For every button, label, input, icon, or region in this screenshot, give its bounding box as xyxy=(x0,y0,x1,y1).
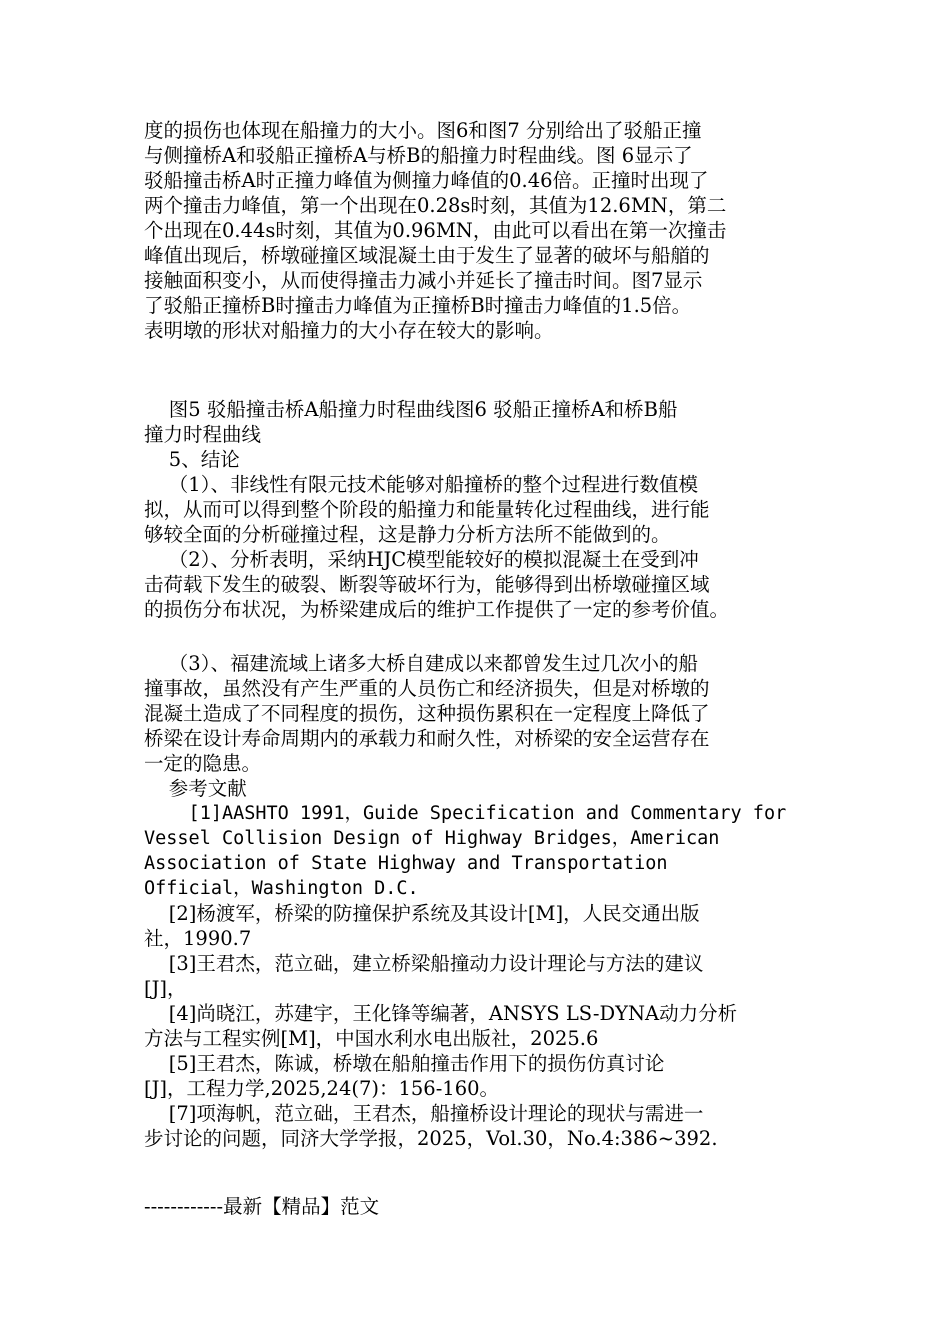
figure-caption: 图5 驳船撞击桥A船撞力时程曲线图6 驳船正撞桥A和桥B船 xyxy=(144,398,678,421)
reference-item: [3]王君杰，范立础，建立桥梁船撞动力设计理论与方法的建议 xyxy=(144,952,704,975)
paragraph-line: 个出现在0.44s时刻，其值为0.96MN，由此可以看出在第一次撞击 xyxy=(144,219,727,242)
paragraph-line: 接触面积变小，从而使得撞击力减小并延长了撞击时间。图7显示 xyxy=(144,269,703,292)
reference-item: Official，Washington D.C. xyxy=(144,878,419,899)
paragraph-line: 峰值出现后，桥墩碰撞区域混凝土由于发生了显著的破坏与船艏的 xyxy=(144,244,710,267)
reference-item: Association of State Highway and Transportation xyxy=(144,853,668,874)
conclusion-line: 混凝土造成了不同程度的损伤，这种损伤累积在一定程度上降低了 xyxy=(144,702,710,725)
footer-text: ------------最新【精品】范文 xyxy=(144,1195,380,1218)
conclusion-line: （1）、非线性有限元技术能够对船撞桥的整个过程进行数值模 xyxy=(144,473,698,496)
reference-item: [J]， xyxy=(144,977,187,1000)
figure-caption: 撞力时程曲线 xyxy=(144,423,262,446)
conclusion-line: 撞事故，虽然没有产生严重的人员伤亡和经济损失，但是对桥墩的 xyxy=(144,677,710,700)
paragraph-line: 两个撞击力峰值，第一个出现在0.28s时刻，其值为12.6MN，第二 xyxy=(144,194,727,217)
conclusion-line: （2）、分析表明，采纳HJC模型能较好的模拟混凝土在受到冲 xyxy=(144,548,699,571)
references-heading: 参考文献 xyxy=(144,777,247,800)
conclusion-line: 拟，从而可以得到整个阶段的船撞力和能量转化过程曲线，进行能 xyxy=(144,498,710,521)
conclusion-line: 桥梁在设计寿命周期内的承载力和耐久性，对桥梁的安全运营存在 xyxy=(144,727,710,750)
paragraph-line: 度的损伤也体现在船撞力的大小。图6和图7 分别给出了驳船正撞 xyxy=(144,119,702,142)
conclusion-line: 够较全面的分析碰撞过程，这是静力分析方法所不能做到的。 xyxy=(144,523,671,546)
conclusion-line: 一定的隐患。 xyxy=(144,752,262,775)
reference-item: Vessel Collision Design of Highway Bridges，American xyxy=(144,828,720,849)
reference-item: 方法与工程实例[M]，中国水利水电出版社，2025.6 xyxy=(144,1027,599,1050)
reference-item: [5]王君杰，陈诚，桥墩在船舶撞击作用下的损伤仿真讨论 xyxy=(144,1052,665,1075)
reference-item: [7]项海帆，范立础，王君杰，船撞桥设计理论的现状与需进一 xyxy=(144,1102,704,1125)
conclusion-line: 击荷载下发生的破裂、断裂等破坏行为，能够得到出桥墩碰撞区域 xyxy=(144,573,710,596)
reference-item: 社，1990.7 xyxy=(144,927,252,950)
conclusion-line: （3）、福建流域上诸多大桥自建成以来都曾发生过几次小的船 xyxy=(144,652,698,675)
conclusion-line: 的损伤分布状况，为桥梁建成后的维护工作提供了一定的参考价值。 xyxy=(144,598,730,621)
reference-item: 步讨论的问题，同济大学学报，2025，Vol.30，No.4:386~392. xyxy=(144,1127,718,1150)
reference-item: [1]AASHTO 1991，Guide Specification and Commentary for xyxy=(144,803,787,824)
section-heading: 5、结论 xyxy=(144,448,240,471)
paragraph-line: 与侧撞桥A和驳船正撞桥A与桥B的船撞力时程曲线。图 6显示了 xyxy=(144,144,693,167)
reference-item: [J]，工程力学,2025,24(7)：156-160。 xyxy=(144,1077,500,1100)
reference-item: [2]杨渡军，桥梁的防撞保护系统及其设计[M]，人民交通出版 xyxy=(144,902,700,925)
paragraph-line: 了驳船正撞桥B时撞击力峰值为正撞桥B时撞击力峰值的1.5倍。 xyxy=(144,294,692,317)
paragraph-line: 表明墩的形状对船撞力的大小存在较大的影响。 xyxy=(144,319,554,342)
reference-item: [4]尚晓江，苏建宇，王化锋等编著，ANSYS LS-DYNA动力分析 xyxy=(144,1002,738,1025)
paragraph-line: 驳船撞击桥A时正撞力峰值为侧撞力峰值的0.46倍。正撞时出现了 xyxy=(144,169,709,192)
